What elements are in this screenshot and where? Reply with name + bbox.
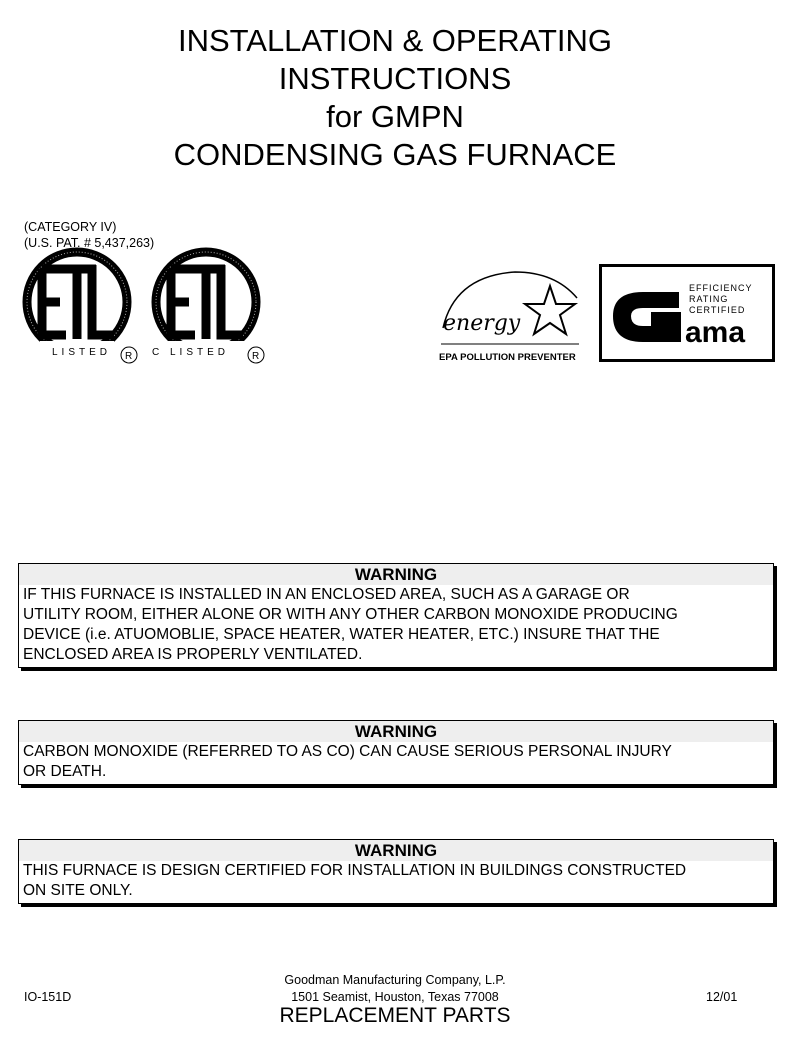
warning-box-carbon-monoxide	[18, 720, 774, 785]
svg-text:R: R	[252, 351, 260, 362]
company-address-block	[0, 972, 790, 1006]
warning-heading: WARNING	[19, 721, 773, 742]
warning-box-site-built	[18, 839, 774, 904]
warning-body: THIS FURNACE IS DESIGN CERTIFIED FOR INSTALLATION IN BUILDINGS CONSTRUCTED ON SITE ONLY.	[23, 862, 687, 899]
gama-word: ama	[685, 316, 746, 349]
company-name: Goodman Manufacturing Company, L.P.	[284, 973, 506, 987]
title-line-3: for GMPN	[326, 99, 464, 134]
company-address: 1501 Seamist, Houston, Texas 77008	[291, 990, 499, 1004]
etl-c-listed-text: C LISTED	[152, 347, 230, 358]
gama-certification-logo	[599, 264, 775, 362]
title-line-4: CONDENSING GAS FURNACE	[173, 137, 617, 172]
replacement-parts-heading: REPLACEMENT PARTS	[279, 1004, 511, 1027]
title-line-2: INSTRUCTIONS	[278, 61, 512, 96]
energy-star-caption: EPA POLLUTION PREVENTER	[439, 352, 576, 363]
gama-efficiency-text: EFFICIENCY	[689, 283, 753, 293]
warning-box-enclosed-area	[18, 563, 774, 668]
title-line-1: INSTALLATION & OPERATING	[177, 23, 613, 58]
warning-heading: WARNING	[19, 840, 773, 861]
gama-rating-text: RATING	[689, 294, 729, 304]
document-title	[0, 22, 790, 174]
gama-certified-text: CERTIFIED	[689, 305, 746, 315]
document-code: IO-151D	[24, 990, 72, 1004]
document-date: 12/01	[706, 990, 738, 1004]
etl-c-listed-logo	[148, 247, 270, 371]
svg-text:R: R	[125, 351, 133, 362]
energy-star-logo	[435, 268, 585, 364]
etl-listed-text: LISTED	[52, 347, 112, 358]
warning-body: IF THIS FURNACE IS INSTALLED IN AN ENCLOSED AREA, SUCH AS A GARAGE OR UTILITY ROOM, EITHER ALONE OR WITH ANY OTHER CARBON MONOXIDE PRODUCING DEVICE (i.e. ATUOMOBLIE, SPACE HEATER, WATER HEATER, ETC.) INSURE THAT THE ENCLOSED AREA IS PROPERLY VENTILATED.	[23, 586, 678, 663]
category-line: (CATEGORY IV)	[24, 220, 117, 234]
warning-heading: WARNING	[19, 564, 773, 585]
energy-script: energy	[443, 311, 521, 336]
patent-line: (U.S. PAT. # 5,437,263)	[24, 236, 155, 250]
etl-listed-logo	[22, 247, 144, 371]
warning-body: CARBON MONOXIDE (REFERRED TO AS CO) CAN CAUSE SERIOUS PERSONAL INJURY OR DEATH.	[23, 743, 672, 780]
